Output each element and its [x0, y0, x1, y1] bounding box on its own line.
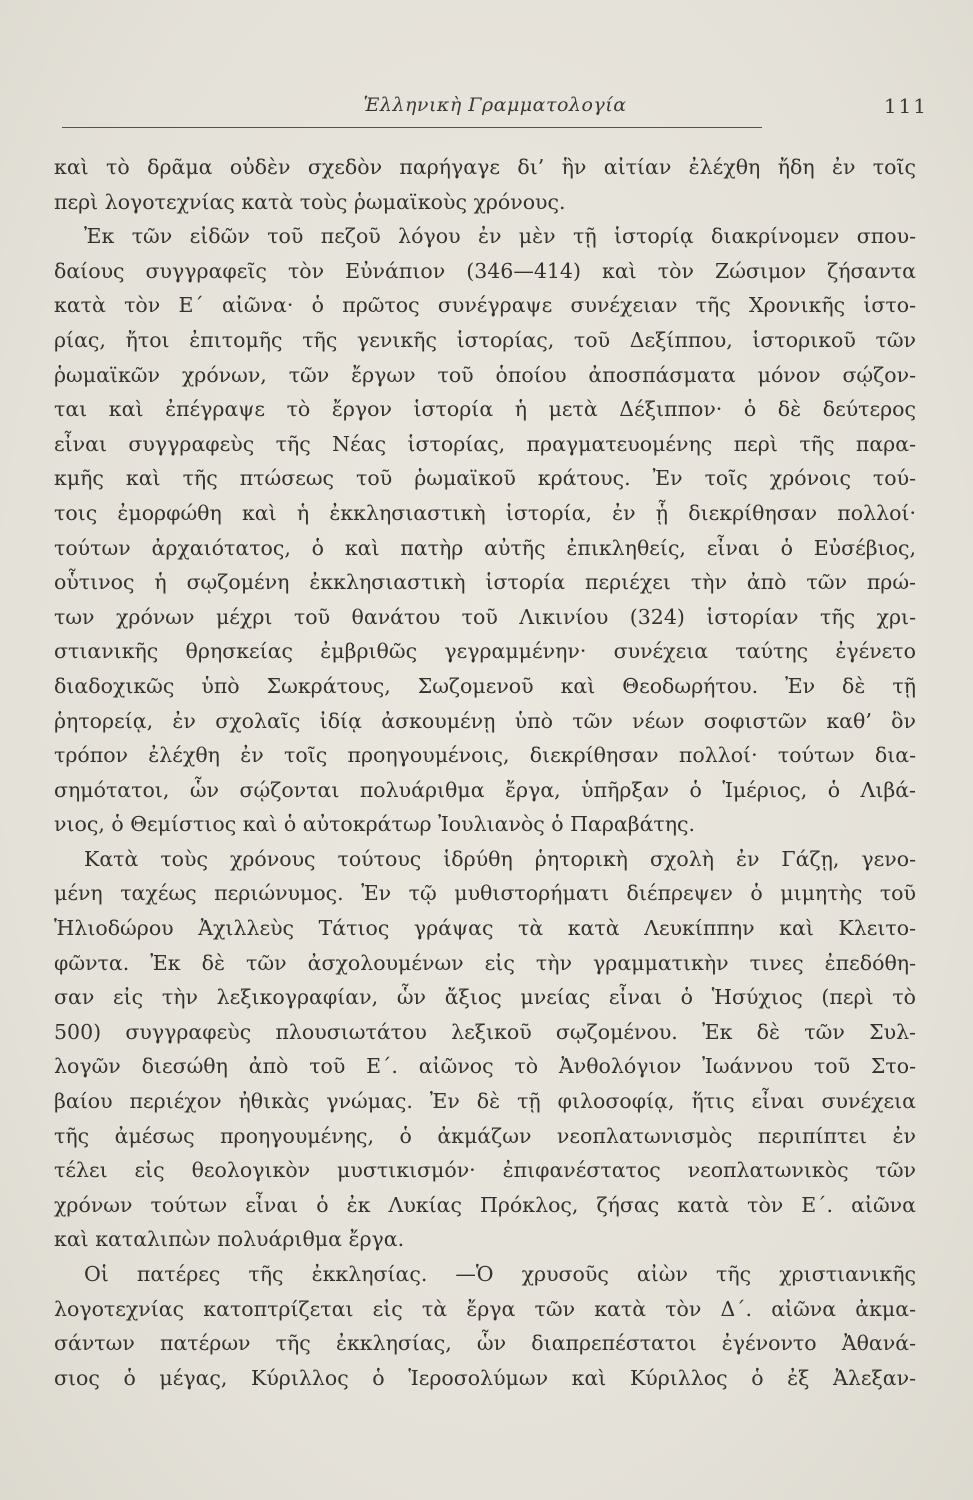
text-line: φῶντα. Ἐκ δὲ τῶν ἀσχολουμένων εἰς τὴν γραμματικὴν τινες ἐπεδόθη-	[54, 950, 916, 975]
text-line: ρίας, ἤτοι ἐπιτομῆς τῆς γενικῆς ἱστορίας, τοῦ Δεξίππου, ἱστορικοῦ τῶν	[54, 327, 916, 352]
text-line: περὶ λογοτεχνίας κατὰ τοὺς ῥωμαϊκοὺς χρόνους.	[54, 189, 566, 214]
text-line: των χρόνων μέχρι τοῦ θανάτου τοῦ Λικινίου (324) ἱστορίαν τῆς χρι-	[54, 604, 916, 629]
text-line: λογῶν διεσώθη ἀπὸ τοῦ Ε΄. αἰῶνος τὸ Ἀνθολόγιον Ἰωάννου τοῦ Στο-	[54, 1054, 916, 1079]
text-line: τέλει εἰς θεολογικὸν μυστικισμόν· ἐπιφανέστατος νεοπλατωνικὸς τῶν	[54, 1158, 916, 1183]
text-line: βαίου περιέχον ἠθικὰς γνώμας. Ἐν δὲ τῇ φιλοσοφίᾳ, ἥτις εἶναι συνέχεια	[54, 1089, 916, 1114]
text-line: διαδοχικῶς ὑπὸ Σωκράτους, Σωζομενοῦ καὶ Θεοδωρήτου. Ἐν δὲ τῇ	[54, 673, 916, 698]
text-line: Ἐκ τῶν εἰδῶν τοῦ πεζοῦ λόγου ἐν μὲν τῇ ἱστορίᾳ διακρίνομεν σπου-	[84, 224, 916, 249]
page-number: 111	[883, 94, 928, 118]
text-line: ῥητορείᾳ, ἐν σχολαῖς ἰδίᾳ ἀσκουμένῃ ὑπὸ τῶν νέων σοφιστῶν καθ’ ὃν	[54, 708, 916, 733]
text-line: τοις ἐμορφώθη καὶ ἡ ἐκκλησιαστικὴ ἱστορία, ἐν ᾗ διεκρίθησαν πολλοί·	[54, 500, 916, 525]
text-line: σημότατοι, ὧν σῴζονται πολυάριθμα ἔργα, ὑπῆρξαν ὁ Ἱμέριος, ὁ Λιβά-	[54, 777, 916, 802]
text-line: εἶναι συγγραφεὺς τῆς Νέας ἱστορίας, πραγματευομένης περὶ τῆς παρα-	[54, 431, 916, 456]
text-line: οὗτινος ἡ σῳζομένη ἐκκλησιαστικὴ ἱστορία περιέχει τὴν ἀπὸ τῶν πρώ-	[54, 570, 916, 595]
text-line: καὶ τὸ δρᾶμα οὐδὲν σχεδὸν παρήγαγε δι’ ἣν αἰτίαν ἐλέχθη ἤδη ἐν τοῖς	[54, 155, 916, 179]
text-line: σαν εἰς τὴν λεξικογραφίαν, ὧν ἄξιος μνείας εἶναι ὁ Ἡσύχιος (περὶ τὸ	[54, 985, 916, 1010]
text-line: ται καὶ ἐπέγραψε τὸ ἔργον ἱστορία ἡ μετὰ Δέξιππον· ὁ δὲ δεύτερος	[54, 397, 916, 422]
text-line: τῆς ἀμέσως προηγουμένης, ὁ ἀκμάζων νεοπλατωνισμὸς περιπίπτει ἐν	[54, 1123, 916, 1148]
text-line: κατὰ τὸν Ε΄ αἰῶνα· ὁ πρῶτος συνέγραψε συνέχειαν τῆς Χρονικῆς ἱστο-	[54, 293, 916, 318]
running-title: Ἑλληνικὴ Γραμματολογία	[363, 94, 627, 116]
text-line: μένη ταχέως περιώνυμος. Ἐν τῷ μυθιστορήματι διέπρεψεν ὁ μιμητὴς τοῦ	[54, 881, 916, 906]
body-text	[54, 150, 916, 1395]
text-line: τρόπον ἐλέχθη ἐν τοῖς προηγουμένοις, διεκρίθησαν πολλοί· τούτων δια-	[54, 743, 916, 768]
text-line: 500) συγγραφεὺς πλουσιωτάτου λεξικοῦ σῳζομένου. Ἐκ δὲ τῶν Συλ-	[54, 1019, 916, 1044]
text-line: νιος, ὁ Θεμίστιος καὶ ὁ αὐτοκράτωρ Ἰουλιανὸς ὁ Παραβάτης.	[54, 812, 696, 837]
text-line: χρόνων τούτων εἶναι ὁ ἐκ Λυκίας Πρόκλος, ζήσας κατὰ τὸν Ε΄. αἰῶνα	[54, 1192, 916, 1217]
text-line: λογοτεχνίας κατοπτρίζεται εἰς τὰ ἔργα τῶν κατὰ τὸν Δ΄. αἰῶνα ἀκμα-	[54, 1296, 916, 1321]
text-line: ῥωμαϊκῶν χρόνων, τῶν ἔργων τοῦ ὁποίου ἀποσπάσματα μόνον σῴζον-	[54, 362, 916, 387]
text-line: κμῆς καὶ τῆς πτώσεως τοῦ ῥωμαϊκοῦ κράτους. Ἐν τοῖς χρόνοις τού-	[54, 466, 916, 491]
text-line: Ἡλιοδώρου Ἀχιλλεὺς Τάτιος γράψας τὰ κατὰ Λευκίππην καὶ Κλειτο-	[54, 916, 916, 941]
text-line: τούτων ἀρχαιότατος, ὁ καὶ πατὴρ αὐτῆς ἐπικληθείς, εἶναι ὁ Εὐσέβιος,	[54, 535, 916, 560]
text-line: Κατὰ τοὺς χρόνους τούτους ἱδρύθη ῥητορικὴ σχολὴ ἐν Γάζῃ, γενο-	[84, 846, 916, 871]
text-line: σιος ὁ μέγας, Κύριλλος ὁ Ἱεροσολύμων καὶ Κύριλλος ὁ ἐξ Ἀλεξαν-	[54, 1365, 916, 1390]
text-line: Οἱ πατέρες τῆς ἐκκλησίας. —Ὁ χρυσοῦς αἰὼν τῆς χριστιανικῆς	[84, 1262, 916, 1286]
text-line: στιανικῆς θρησκείας ἐμβριθῶς γεγραμμένην· συνέχεια ταύτης ἐγένετο	[54, 639, 916, 664]
page-header	[62, 92, 928, 126]
text-line: δαίους συγγραφεῖς τὸν Εὐνάπιον (346—414) καὶ τὸν Ζώσιμον ζήσαντα	[54, 258, 916, 283]
header-rule	[62, 127, 762, 128]
text-line: σάντων πατέρων τῆς ἐκκλησίας, ὧν διαπρεπέστατοι ἐγένοντο Ἀθανά-	[54, 1331, 916, 1356]
text-line: καὶ καταλιπὼν πολυάριθμα ἔργα.	[54, 1227, 405, 1252]
